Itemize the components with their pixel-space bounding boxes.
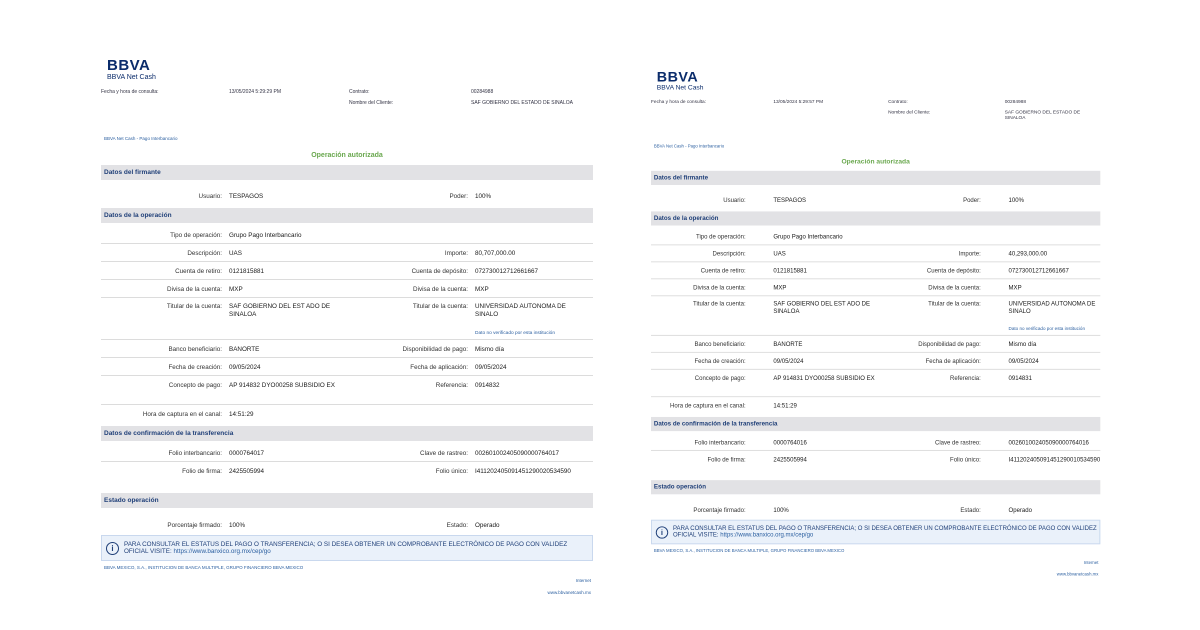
cuenta-deposito-label: Cuenta de depósito: xyxy=(926,267,981,275)
divisa-label: Divisa de la cuenta: xyxy=(167,286,222,293)
fecha-label: Fecha y hora de consulta: xyxy=(101,89,159,95)
breadcrumb[interactable]: BBVA Net Cash - Pago Interbancario xyxy=(104,136,178,141)
importe-value: 40,293,000.00 xyxy=(1008,250,1048,258)
contrato-value: 00284988 xyxy=(471,89,494,95)
row-divider xyxy=(101,339,593,340)
poder-label: Poder: xyxy=(449,193,468,200)
section-estado-operacion: Estado operación xyxy=(651,480,1100,494)
cuenta-retiro-value: 0121815881 xyxy=(773,267,807,275)
disponibilidad-value: Mismo día xyxy=(475,346,505,353)
concepto-label: Concepto de pago: xyxy=(168,382,222,389)
porcentaje-label: Porcentaje firmado: xyxy=(693,507,746,515)
folio-unico-label: Folio único: xyxy=(435,468,468,475)
referencia-label: Referencia: xyxy=(435,382,468,389)
referencia-value: 0914831 xyxy=(1008,375,1032,383)
estado-value: Operado xyxy=(475,522,500,529)
referencia-label: Referencia: xyxy=(950,375,981,383)
disponibilidad-label: Disponibilidad de pago: xyxy=(918,341,981,349)
row-divider xyxy=(101,357,593,358)
poder-value: 100% xyxy=(1008,197,1024,204)
divisa-destino-value: MXP xyxy=(1008,284,1022,292)
fecha-creacion-value: 09/05/2024 xyxy=(773,358,804,366)
hora-captura-value: 14:51:29 xyxy=(229,411,254,418)
section-datos-confirmacion: Datos de confirmación de la transferencia xyxy=(101,426,593,441)
banxico-link[interactable]: https://www.banxico.org.mx/cep/go xyxy=(173,548,271,555)
banco-value: BANORTE xyxy=(773,341,803,349)
footer-internet: Internet xyxy=(1083,560,1099,566)
porcentaje-value: 100% xyxy=(229,522,246,529)
fecha-creacion-label: Fecha de creación: xyxy=(694,358,746,366)
banxico-link[interactable]: https://www.banxico.org.mx/cep/go xyxy=(720,532,814,539)
folio-interbancario-label: Folio interbancario: xyxy=(168,450,222,457)
descripcion-value: UAS xyxy=(229,250,242,257)
porcentaje-label: Porcentaje firmado: xyxy=(167,522,222,529)
divisa-destino-value: MXP xyxy=(475,286,489,293)
importe-label: Importe: xyxy=(958,250,981,258)
divisa-destino-label: Divisa de la cuenta: xyxy=(413,286,468,293)
footer-legal: BBVA MEXICO, S.A., INSTITUCION DE BANCA MULTIPLE, GRUPO FINANCIERO BBVA MEXICO xyxy=(653,548,845,553)
divisa-value: MXP xyxy=(229,286,243,293)
row-divider xyxy=(651,450,1100,451)
footer-internet: Internet xyxy=(575,578,591,583)
usuario-label: Usuario: xyxy=(723,197,746,204)
folio-unico-label: Folio único: xyxy=(950,456,981,464)
row-divider xyxy=(101,261,593,262)
footer-url[interactable]: www.bbvanetcash.mx xyxy=(547,590,591,595)
poder-value: 100% xyxy=(475,193,492,200)
row-divider xyxy=(651,278,1100,279)
banco-label: Banco beneficiario: xyxy=(168,346,222,353)
section-datos-operacion: Datos de la operación xyxy=(651,211,1100,225)
comprobante-right xyxy=(651,69,1100,578)
folio-interbancario-value: 0000764016 xyxy=(773,439,807,447)
divisa-label: Divisa de la cuenta: xyxy=(693,284,746,292)
info-banner xyxy=(101,535,593,561)
row-divider xyxy=(651,244,1100,245)
footer-legal: BBVA MEXICO, S.A., INSTITUCION DE BANCA MULTIPLE, GRUPO FINANCIERO BBVA MEXICO xyxy=(104,565,304,570)
titular-label: Titular de la cuenta: xyxy=(692,300,746,308)
poder-label: Poder: xyxy=(963,197,981,204)
cliente-value: SAF GOBIERNO DEL ESTADO DE SINALOA xyxy=(1004,109,1081,121)
usuario-value: TESPAGOS xyxy=(773,197,807,204)
footer-url[interactable]: www.bbvanetcash.mx xyxy=(1056,571,1099,577)
clave-rastreo-value: 002601002405090000764017 xyxy=(475,450,560,457)
folio-interbancario-label: Folio interbancario: xyxy=(694,439,746,447)
tipo-operacion-value: Grupo Pago Interbancario xyxy=(229,232,302,239)
section-datos-confirmacion: Datos de confirmación de la transferencia xyxy=(651,417,1100,431)
info-banner xyxy=(651,520,1100,545)
importe-label: Importe: xyxy=(444,250,468,257)
fecha-aplicacion-label: Fecha de aplicación: xyxy=(410,364,468,371)
row-divider xyxy=(651,352,1100,353)
titular-destino-value: UNIVERSIDAD AUTONOMA DE SINALO xyxy=(1008,300,1096,316)
row-divider xyxy=(101,243,593,244)
cuenta-retiro-label: Cuenta de retiro: xyxy=(700,267,746,275)
row-divider xyxy=(101,404,593,405)
row-divider xyxy=(101,279,593,280)
folio-firma-value: 2425505994 xyxy=(229,468,265,475)
hora-captura-value: 14:51:29 xyxy=(773,402,797,410)
net-cash-subtitle: BBVA Net Cash xyxy=(656,85,704,92)
banco-label: Banco beneficiario: xyxy=(694,341,746,349)
cuenta-deposito-label: Cuenta de depósito: xyxy=(411,268,468,275)
hora-captura-label: Hora de captura en el canal: xyxy=(142,411,222,418)
referencia-value: 0914832 xyxy=(475,382,500,389)
dato-no-verificado-note: Dato no verificado por esta institución xyxy=(1008,327,1086,333)
row-divider xyxy=(101,297,593,298)
breadcrumb[interactable]: BBVA Net Cash - Pago Interbancario xyxy=(653,143,725,149)
row-divider xyxy=(651,396,1100,397)
cuenta-deposito-value: 072730012712661667 xyxy=(475,268,539,275)
folio-unico-value: I411202405091451290020534590 xyxy=(475,468,571,475)
bbva-logo: BBVA xyxy=(107,57,151,74)
operacion-autorizada: Operación autorizada xyxy=(311,152,383,159)
estado-label: Estado: xyxy=(446,522,468,529)
usuario-label: Usuario: xyxy=(198,193,222,200)
contrato-label: Contrato: xyxy=(349,89,370,95)
fecha-aplicacion-label: Fecha de aplicación: xyxy=(925,358,981,366)
descripcion-label: Descripción: xyxy=(187,250,222,257)
tipo-operacion-label: Tipo de operación: xyxy=(170,232,222,239)
folio-unico-value: I411202405091451290010534590 xyxy=(1008,456,1101,464)
bbva-logo: BBVA xyxy=(656,69,699,86)
divisa-destino-label: Divisa de la cuenta: xyxy=(928,284,981,292)
titular-value: SAF GOBIERNO DEL EST ADO DE SINALOA xyxy=(773,300,871,316)
fecha-aplicacion-value: 09/05/2024 xyxy=(1008,358,1039,366)
clave-rastreo-value: 002601002405090000764016 xyxy=(1008,439,1089,447)
clave-rastreo-label: Clave de rastreo: xyxy=(934,439,981,447)
usuario-value: TESPAGOS xyxy=(229,193,264,200)
row-divider xyxy=(651,295,1100,296)
titular-destino-label: Titular de la cuenta: xyxy=(412,303,468,310)
porcentaje-value: 100% xyxy=(773,507,789,515)
disponibilidad-value: Mismo día xyxy=(1008,341,1037,349)
cuenta-deposito-value: 072730012712661667 xyxy=(1008,267,1069,275)
titular-destino-value: UNIVERSIDAD AUTONOMA DE SINALO xyxy=(475,303,566,318)
concepto-value: AP 914831 DYO00258 SUBSIDIO EX xyxy=(773,375,875,383)
folio-interbancario-value: 0000764017 xyxy=(229,450,265,457)
fecha-creacion-label: Fecha de creación: xyxy=(168,364,222,371)
folio-firma-label: Folio de firma: xyxy=(182,468,222,475)
estado-label: Estado: xyxy=(960,507,981,515)
disponibilidad-label: Disponibilidad de pago: xyxy=(402,346,468,353)
dato-no-verificado-note: Dato no verificado por esta institución xyxy=(475,331,555,336)
fecha-creacion-value: 09/05/2024 xyxy=(229,364,261,371)
fecha-value: 13/05/2024 5:29:29 PM xyxy=(229,89,281,95)
net-cash-subtitle: BBVA Net Cash xyxy=(107,74,156,81)
hora-captura-label: Hora de captura en el canal: xyxy=(670,402,746,410)
contrato-label: Contrato: xyxy=(888,99,908,105)
folio-firma-value: 2425505994 xyxy=(773,456,807,464)
section-datos-operacion: Datos de la operación xyxy=(101,208,593,223)
info-icon: i xyxy=(106,542,119,555)
row-divider xyxy=(651,261,1100,262)
cuenta-retiro-label: Cuenta de retiro: xyxy=(175,268,222,275)
descripcion-label: Descripción: xyxy=(712,250,746,258)
descripcion-value: UAS xyxy=(773,250,786,258)
operacion-autorizada: Operación autorizada xyxy=(841,158,910,166)
concepto-label: Concepto de pago: xyxy=(694,375,746,383)
info-text: PARA CONSULTAR EL ESTATUS DEL PAGO O TRANSFERENCIA; O SI DESEA OBTENER UN COMPROBANTE ELECTRÓNICO DE PAGO CON VALIDEZ OFICIAL VISITE: https://www.banxico.org.mx/cep/go xyxy=(672,524,1097,539)
section-datos-firmante: Datos del firmante xyxy=(101,165,593,180)
importe-value: 80,707,000.00 xyxy=(475,250,516,257)
contrato-value: 00284988 xyxy=(1004,99,1026,105)
cliente-label: Nombre del Cliente: xyxy=(888,109,931,116)
row-divider xyxy=(101,461,593,462)
clave-rastreo-label: Clave de rastreo: xyxy=(420,450,468,457)
fecha-aplicacion-value: 09/05/2024 xyxy=(475,364,507,371)
tipo-operacion-label: Tipo de operación: xyxy=(695,234,746,241)
titular-value: SAF GOBIERNO DEL EST ADO DE SINALOA xyxy=(229,303,331,318)
row-divider xyxy=(101,375,593,376)
cliente-label: Nombre del Cliente: xyxy=(349,100,394,106)
divisa-value: MXP xyxy=(773,284,787,292)
cliente-value: SAF GOBIERNO DEL ESTADO DE SINALOA xyxy=(471,100,573,106)
titular-destino-label: Titular de la cuenta: xyxy=(928,300,981,308)
row-divider xyxy=(651,335,1100,336)
banco-value: BANORTE xyxy=(229,346,260,353)
info-text: PARA CONSULTAR EL ESTATUS DEL PAGO O TRANSFERENCIA; O SI DESEA OBTENER UN COMPROBANTE ELECTRÓNICO DE PAGO CON VALIDEZ OFICIAL VISITE: https://www.banxico.org.mx/cep/go xyxy=(124,540,568,555)
estado-value: Operado xyxy=(1008,507,1032,515)
tipo-operacion-value: Grupo Pago Interbancario xyxy=(773,234,843,241)
section-estado-operacion: Estado operación xyxy=(101,493,593,508)
concepto-value: AP 914832 DYO00258 SUBSIDIO EX xyxy=(229,382,335,389)
fecha-label: Fecha y hora de consulta: xyxy=(651,99,707,105)
titular-label: Titular de la cuenta: xyxy=(166,303,222,310)
cuenta-retiro-value: 0121815881 xyxy=(229,268,265,275)
info-icon: i xyxy=(656,526,668,538)
row-divider xyxy=(651,369,1100,370)
comprobante-left xyxy=(101,57,593,617)
section-datos-firmante: Datos del firmante xyxy=(651,171,1100,185)
folio-firma-label: Folio de firma: xyxy=(707,456,746,464)
fecha-value: 13/05/2024 5:29:57 PM xyxy=(773,99,824,105)
